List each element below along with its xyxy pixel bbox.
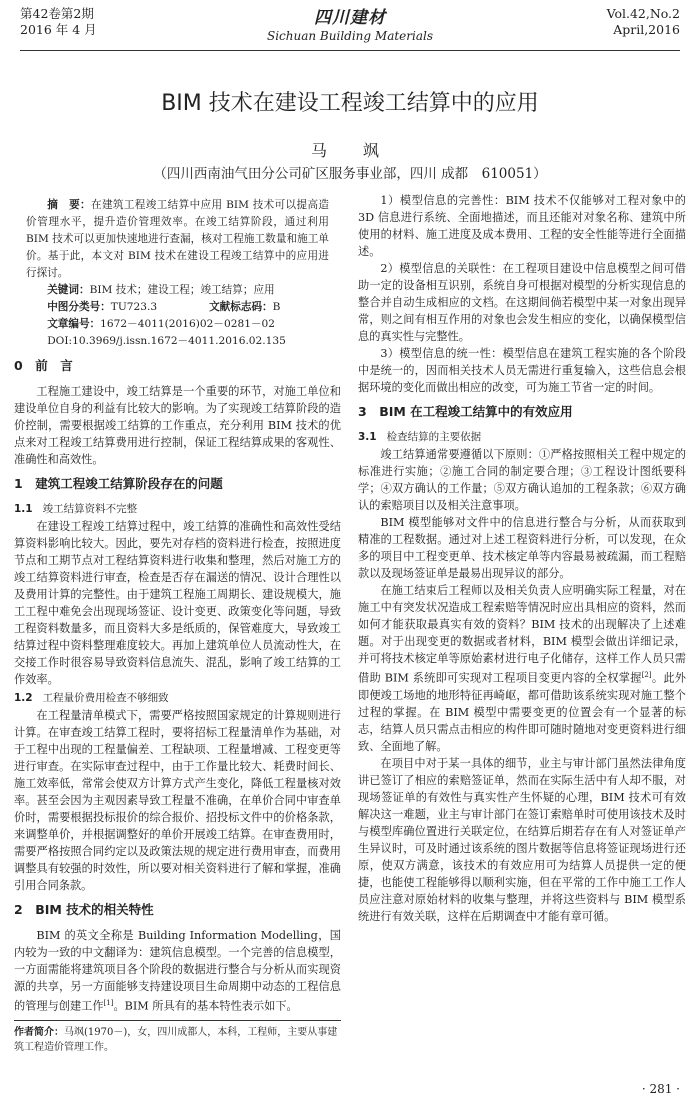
doi: DOI:10.3969/j.issn.1672－4011.2016.02.135 [47, 335, 286, 347]
section-3-1-paragraph-4: 在项目中对于某一具体的细节，业主与审计部门虽然法律角度讲已签订了相应的索赔签证单，然而在实际生活中有人却不服，对现场签证单的有效性与真实性产生怀疑的心理，BIM 技术可有效解决这一难题，业主与审计部门在签订索赔单时可使用该技术及时与模型库确位置进行关联定位，在结算后期若存在有人对签证单产生异议时，可及时通过该系统的图片数据等信息将签证现场进行还原，使双方满意，该技术的有效应用可为结算人员提供一定的便捷，也能使工程能够得以顺利实施，但在平常的工作中施工工作人员应注意对原始材料的收集与整理，并将这些资料与 BIM 模型系统进行有效关联，这样在后期调查中才能有章可循。 [358, 756, 686, 923]
section-1-heading: 1 建筑工程竣工结算阶段存在的问题 [14, 476, 223, 491]
section-1-2-title: 工程量价费用检查不够细致 [42, 692, 169, 704]
section-3-1-p3-tail: 。此外即便竣工场地的地形特征再崎岖，都可借助该系统实现对施工整个过程的掌握。在 BIM 模型中需要变更的位置会有一个显著的标志，结算人员只需点击相应的构件即可随时随地对变更资料进行细致、全面地了解。 [358, 671, 686, 753]
page-number: · 281 · [641, 1082, 680, 1096]
section-3-1-number: 3.1 [358, 431, 377, 443]
section-1-1-title: 竣工结算资料不完整 [42, 503, 138, 515]
paper-title: BIM 技术在建设工程竣工结算中的应用 [161, 91, 539, 116]
section-2-heading: 2 BIM 技术的相关特性 [14, 902, 154, 917]
keywords-text: BIM 技术；建设工程；竣工结算；应用 [89, 284, 275, 296]
doc-code-label: 文献标志码： [209, 301, 273, 313]
section-3-1-p3-text: 在施工结束后工程师以及相关负责人应明确实际工程量，对在施工中有突发状况造成工程索赔等情况时应出具相应的资料，然而如何才能获取最真实有效的资料？BIM 技术的出现解决了上述难题。对于出现变更的数据或者材料，BIM 模型会做出详细记录，并可将技术核定单等原始素材进行电子化储存，这样工作人员只需借助 BIM 系统即可实现对工程项目变更内容的全权掌握 [358, 584, 686, 685]
section-1-1-number: 1.1 [14, 503, 33, 515]
article-number-label: 文章编号： [47, 318, 101, 330]
footnote-text: 马飒(1970－)，女，四川成都人，本科，工程师，主要从事建筑工程造价管理工作。 [14, 1027, 338, 1053]
footnote-label: 作者简介： [14, 1027, 64, 1038]
doc-code: B [272, 301, 281, 313]
section-3-1-title: 检查结算的主要依据 [386, 431, 482, 443]
running-header [20, 6, 680, 51]
left-column [14, 197, 341, 1015]
clc-label: 中图分类号： [47, 301, 111, 313]
journal-title [267, 8, 433, 44]
clc-number: TU723.3 [110, 301, 158, 313]
section-2-text-tail: 。BIM 所具有的基本特性表示如下。 [113, 999, 298, 1013]
journal-issue [20, 6, 97, 38]
article-number [26, 316, 329, 333]
affiliation: （四川西南油气田分公司矿区服务事业部，四川 成都 610051） [153, 166, 547, 182]
journal-name-en: Sichuan Building Materials [267, 29, 433, 43]
section-3-1-paragraph-3 [358, 582, 686, 755]
section-0-heading: 0 前 言 [14, 358, 73, 373]
author-footnote [14, 1020, 341, 1055]
section-1-1-paragraph: 在建设工程竣工结算过程中，竣工结算的准确性和高效性受结算资料影响比较大。因此，要先对存档的资料进行检查，按照进度节点和工期节点对工程结算资料进行收集和整理，然后对施工方的竣工结算资料进行审查，检查是否存在漏送的情况、设计合理性以及费用计算的完整性。由于建筑工程施工周期长、建设规模大，施工工程中难免会出现现场签证、设计变更、政策变化等问题，导致工程资料数量多，而且资料大多是纸质的，保管难度大，导致竣工结算过程中资料整理难度较大。再加上建筑单位人员流动性大，在交接工作时很容易导致资料信息流失、混乱，影响了竣工结算的工作效率。 [14, 520, 341, 686]
section-1-2-heading [14, 690, 341, 707]
citation-2: [2] [641, 671, 652, 679]
section-1-1-heading [14, 501, 341, 518]
section-0-paragraph: 工程施工建设中，竣工结算是一个重要的环节，对施工单位和建设单位自身的利益有比较大的影响。为了实现竣工结算阶段的造价控制，需要根据竣工结算的工作重点，充分利用 BIM 技术的优点来对工程竣工结算费用进行控制，保证工程结算成果的客观性、准确性和高效性。 [14, 385, 341, 466]
volume-issue: 第42卷第2期 [20, 6, 94, 21]
feature-item-3: 3）模型信息的统一性：模型信息在建筑工程实施的各个阶段中是统一的，因而相关技术人员无需进行重复输入，这些信息会根据环境的变化而做出相应的改变，可为施工节省一定的时间。 [358, 347, 686, 394]
keywords [26, 282, 329, 299]
abstract [26, 197, 329, 282]
section-3-heading: 3 BIM 在工程竣工结算中的有效应用 [358, 404, 573, 419]
issue-date: 2016 年 4 月 [20, 22, 97, 37]
section-2-text: BIM 的英文全称是 Building Information Modelling，国内较为一致的中文翻译为：建筑信息模型。一个完善的信息模型，一方面需能将建筑项目各个阶段的数据进行整合与分析从而实现资源的共享，另一方面能够支持建设项目生命周期中动态的工程信息的管理与创建工作 [14, 929, 341, 1013]
author: 马 飒 [310, 141, 389, 160]
section-2-paragraph [14, 927, 341, 1015]
citation-1: [1] [103, 999, 114, 1007]
abstract-label: 摘 要： [47, 199, 91, 211]
section-1-2-number: 1.2 [14, 692, 33, 704]
feature-item-2: 2）模型信息的关联性：在工程项目建设中信息模型之间可借助一定的设备相互识别，系统自身可根据对模型的分析实现信息的整合并自动生成相应的文档。在这期间倘若模型中某一对象出现异常，则之间有相互作用的对象也会发生相应的变化，以确保模型信息的真实性与完整性。 [358, 262, 686, 343]
section-1-2-paragraph: 在工程量清单模式下，需要严格按照国家规定的计算规则进行计算。在审查竣工结算工程时，要将招标工程量清单作为基础，对于工程中出现的工程量偏差、工程缺项、工程量增减、工程变更等进行审查。在实际审查过程中，由于工作量比较大、耗费时间长、施工效率低，常常会使双方计算方式产生变化，降低工程量核对效率。甚至会因为主观因素导致工程量不准确，在单价合同中审查单价时，需要根据投标报价的综合报价、招投标文件中的价格条款，来调整单价，并根据调整好的单价开展竣工结算。在审查费用时，需要严格按照合同约定以及政策法规的规定进行费用审查，而费用调整具有较强的时效性，所以要对相关资料进行了解和掌握，准确引用合同条款。 [14, 709, 341, 892]
section-3-1-heading [358, 429, 686, 446]
article-number-value: 1672－4011(2016)02－0281－02 [100, 318, 276, 330]
keywords-label: 关键词： [47, 284, 90, 296]
classification-line [26, 299, 329, 316]
feature-item-1: 1）模型信息的完善性：BIM 技术不仅能够对工程对象中的 3D 信息进行系统、全面地描述，而且还能对对象名称、建筑中所使用的材料、施工进度及成本费用、工程的安全性能等进行全面描述。 [358, 194, 686, 258]
issue-date-en: April,2016 [613, 22, 680, 37]
abstract-text: 在建筑工程竣工结算中应用 BIM 技术可以提高造价管理水平，提升造价管理效率。在竣工结算阶段，通过利用 BIM 技术可以更加快速地进行查漏，核对工程施工数量和施工单价。基于此，本文对 BIM 技术在建设工程竣工结算中的应用进行探讨。 [26, 199, 329, 279]
section-3-1-paragraph-1: 竣工结算通常要遵循以下原则：①严格按照相关工程中规定的标准进行实施；②施工合同的制定要合理；③工程设计图纸要科学；④双方确认的工作量；⑤双方确认追加的工程条款；⑥双方确认的索赔项目以及相关注意事项。 [358, 448, 686, 512]
volume-issue-en: Vol.42,No.2 [606, 6, 680, 21]
abstract-block [14, 197, 341, 350]
right-column [358, 192, 686, 925]
journal-logo-cn: 四川建材 [314, 8, 386, 28]
journal-issue-en [607, 6, 680, 38]
section-3-1-paragraph-2: BIM 模型能够对文件中的信息进行整合与分析，从而获取到精准的工程数据。通过对上述工程资料进行分析，可以发现，在众多的项目中工程变更单、技术核定单等内容最易被疏漏，而工程赔款以及现场签证单是最易出现异议的部分。 [358, 516, 686, 580]
